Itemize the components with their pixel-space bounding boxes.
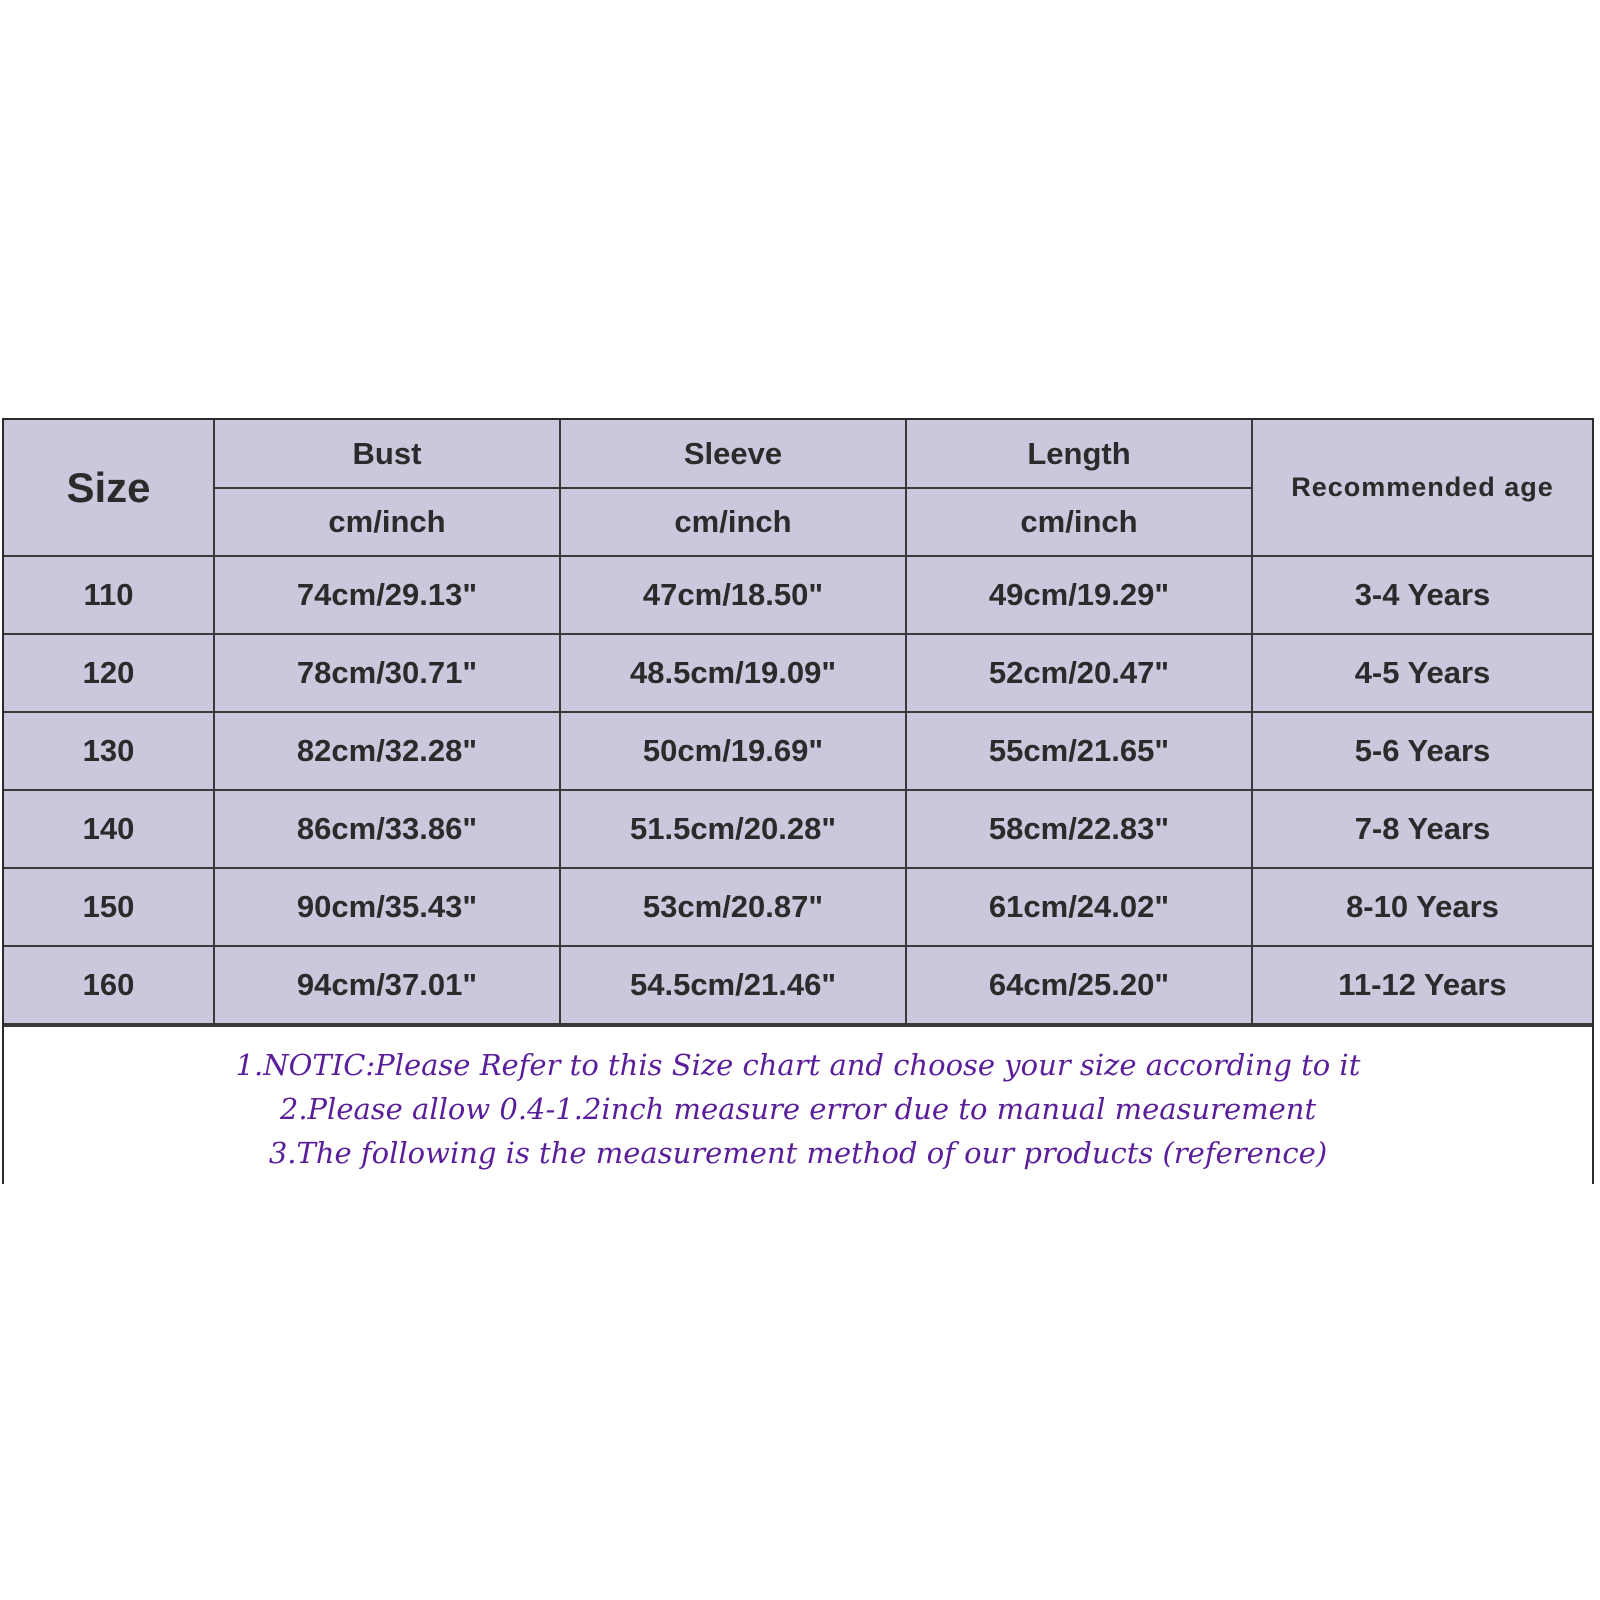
length-unit: cm/inch [906, 488, 1252, 556]
length-cell: 49cm/19.29" [906, 556, 1252, 634]
bust-cell: 82cm/32.28" [214, 712, 560, 790]
size-table [4, 420, 1592, 1025]
size-cell: 130 [4, 712, 214, 790]
size-cell: 160 [4, 946, 214, 1024]
table-row [4, 868, 1592, 946]
sleeve-cell: 53cm/20.87" [560, 868, 906, 946]
bust-cell: 86cm/33.86" [214, 790, 560, 868]
size-cell: 150 [4, 868, 214, 946]
length-cell: 58cm/22.83" [906, 790, 1252, 868]
age-cell: 3-4 Years [1252, 556, 1592, 634]
note-line: 1.NOTIC:Please Refer to this Size chart and choose your size according to it [235, 1048, 1361, 1082]
bust-cell: 94cm/37.01" [214, 946, 560, 1024]
sleeve-cell: 48.5cm/19.09" [560, 634, 906, 712]
header-recommended-age: Recommended age [1252, 420, 1592, 556]
sleeve-cell: 47cm/18.50" [560, 556, 906, 634]
size-chart [2, 418, 1594, 1184]
length-cell: 55cm/21.65" [906, 712, 1252, 790]
size-cell: 110 [4, 556, 214, 634]
age-cell: 4-5 Years [1252, 634, 1592, 712]
length-cell: 52cm/20.47" [906, 634, 1252, 712]
age-cell: 8-10 Years [1252, 868, 1592, 946]
header-length: Length [906, 420, 1252, 488]
table-row [4, 946, 1592, 1024]
sleeve-cell: 50cm/19.69" [560, 712, 906, 790]
length-cell: 64cm/25.20" [906, 946, 1252, 1024]
note-line: 3.The following is the measurement method of our products (reference) [268, 1136, 1328, 1170]
bust-cell: 78cm/30.71" [214, 634, 560, 712]
table-row [4, 556, 1592, 634]
table-row [4, 790, 1592, 868]
table-row [4, 634, 1592, 712]
sleeve-cell: 54.5cm/21.46" [560, 946, 906, 1024]
bust-cell: 74cm/29.13" [214, 556, 560, 634]
age-cell: 11-12 Years [1252, 946, 1592, 1024]
notes-block [4, 1025, 1592, 1191]
length-cell: 61cm/24.02" [906, 868, 1252, 946]
header-size: Size [4, 420, 214, 556]
age-cell: 7-8 Years [1252, 790, 1592, 868]
note-line: 2.Please allow 0.4-1.2inch measure error due to manual measurement [279, 1092, 1317, 1126]
header-sleeve: Sleeve [560, 420, 906, 488]
header-bust: Bust [214, 420, 560, 488]
size-cell: 140 [4, 790, 214, 868]
header-row [4, 420, 1592, 488]
age-cell: 5-6 Years [1252, 712, 1592, 790]
bust-unit: cm/inch [214, 488, 560, 556]
size-cell: 120 [4, 634, 214, 712]
table-row [4, 712, 1592, 790]
sleeve-cell: 51.5cm/20.28" [560, 790, 906, 868]
sleeve-unit: cm/inch [560, 488, 906, 556]
bust-cell: 90cm/35.43" [214, 868, 560, 946]
